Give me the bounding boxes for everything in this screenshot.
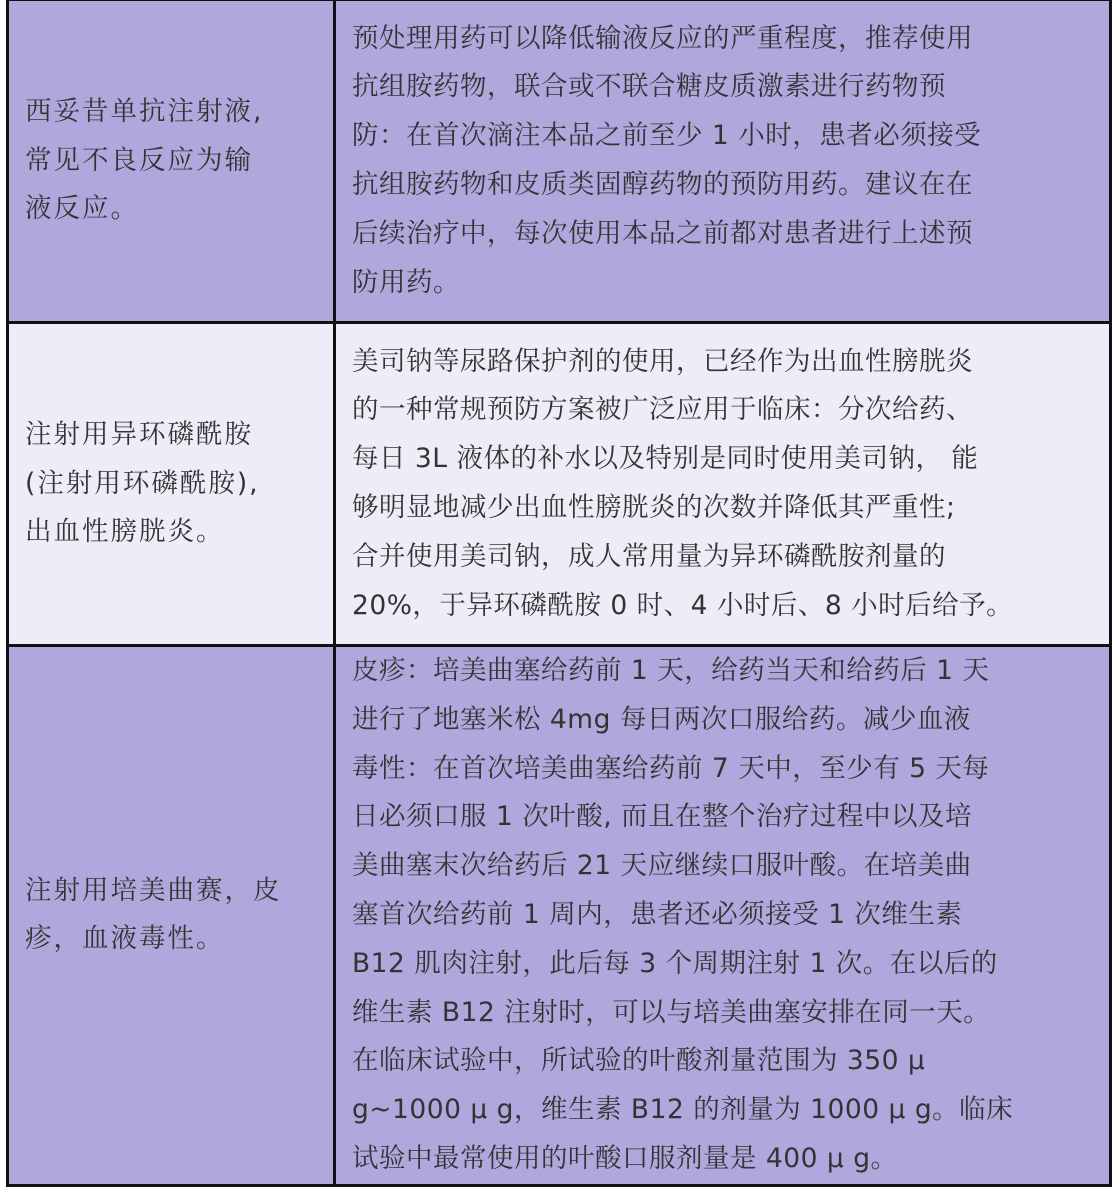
prevention-cell: 美司钠等尿路保护剂的使用，已经作为出血性膀胱炎 的一种常规预防方案被广泛应用于临床：分次给药、 每日 3L 液体的补水以及特别是同时使用美司钠， 能 够明显地减少出血性膀胱炎的次数并降低其严重性; 合并使用美司钠，成人常用量为异环磷酰胺剂量的 20%，于异环磷酰胺 0 时、4 小时后、8 小时后给予。 (335, 323, 1111, 646)
adverse-reaction-table (6, 0, 1112, 1187)
drug-cell: 注射用异环磷酰胺 (注射用环磷酰胺), 出血性膀胱炎。 (8, 323, 335, 646)
table-row (8, 646, 1111, 1186)
table-row (8, 0, 1111, 323)
drug-cell: 西妥昔单抗注射液, 常见不良反应为输 液反应。 (8, 0, 335, 323)
table-row (8, 323, 1111, 646)
drug-cell: 注射用培美曲赛，皮 疹，血液毒性。 (8, 646, 335, 1186)
prevention-cell: 预处理用药可以降低输液反应的严重程度，推荐使用 抗组胺药物，联合或不联合糖皮质激素进行药物预 防：在首次滴注本品之前至少 1 小时，患者必须接受 抗组胺药物和皮质类固醇药物的预防用药。建议在在 后续治疗中，每次使用本品之前都对患者进行上述预 防用药。 (335, 0, 1111, 323)
prevention-cell: 皮疹：培美曲塞给药前 1 天，给药当天和给药后 1 天 进行了地塞米松 4mg 每日两次口服给药。减少血液 毒性：在首次培美曲塞给药前 7 天中，至少有 5 天每 日必须口服 1 次叶酸, 而且在整个治疗过程中以及培 美曲塞末次给药后 21 天应继续口服叶酸。在培美曲 塞首次给药前 1 周内，患者还必须接受 1 次维生素 B12 肌肉注射，此后每 3 个周期注射 1 次。在以后的 维生素 B12 注射时，可以与培美曲塞安排在同一天。 在临床试验中，所试验的叶酸剂量范围为 350 μ g~1000 μ g，维生素 B12 的剂量为 1000 μ g。临床 试验中最常使用的叶酸口服剂量是 400 μ g。 (335, 646, 1111, 1186)
